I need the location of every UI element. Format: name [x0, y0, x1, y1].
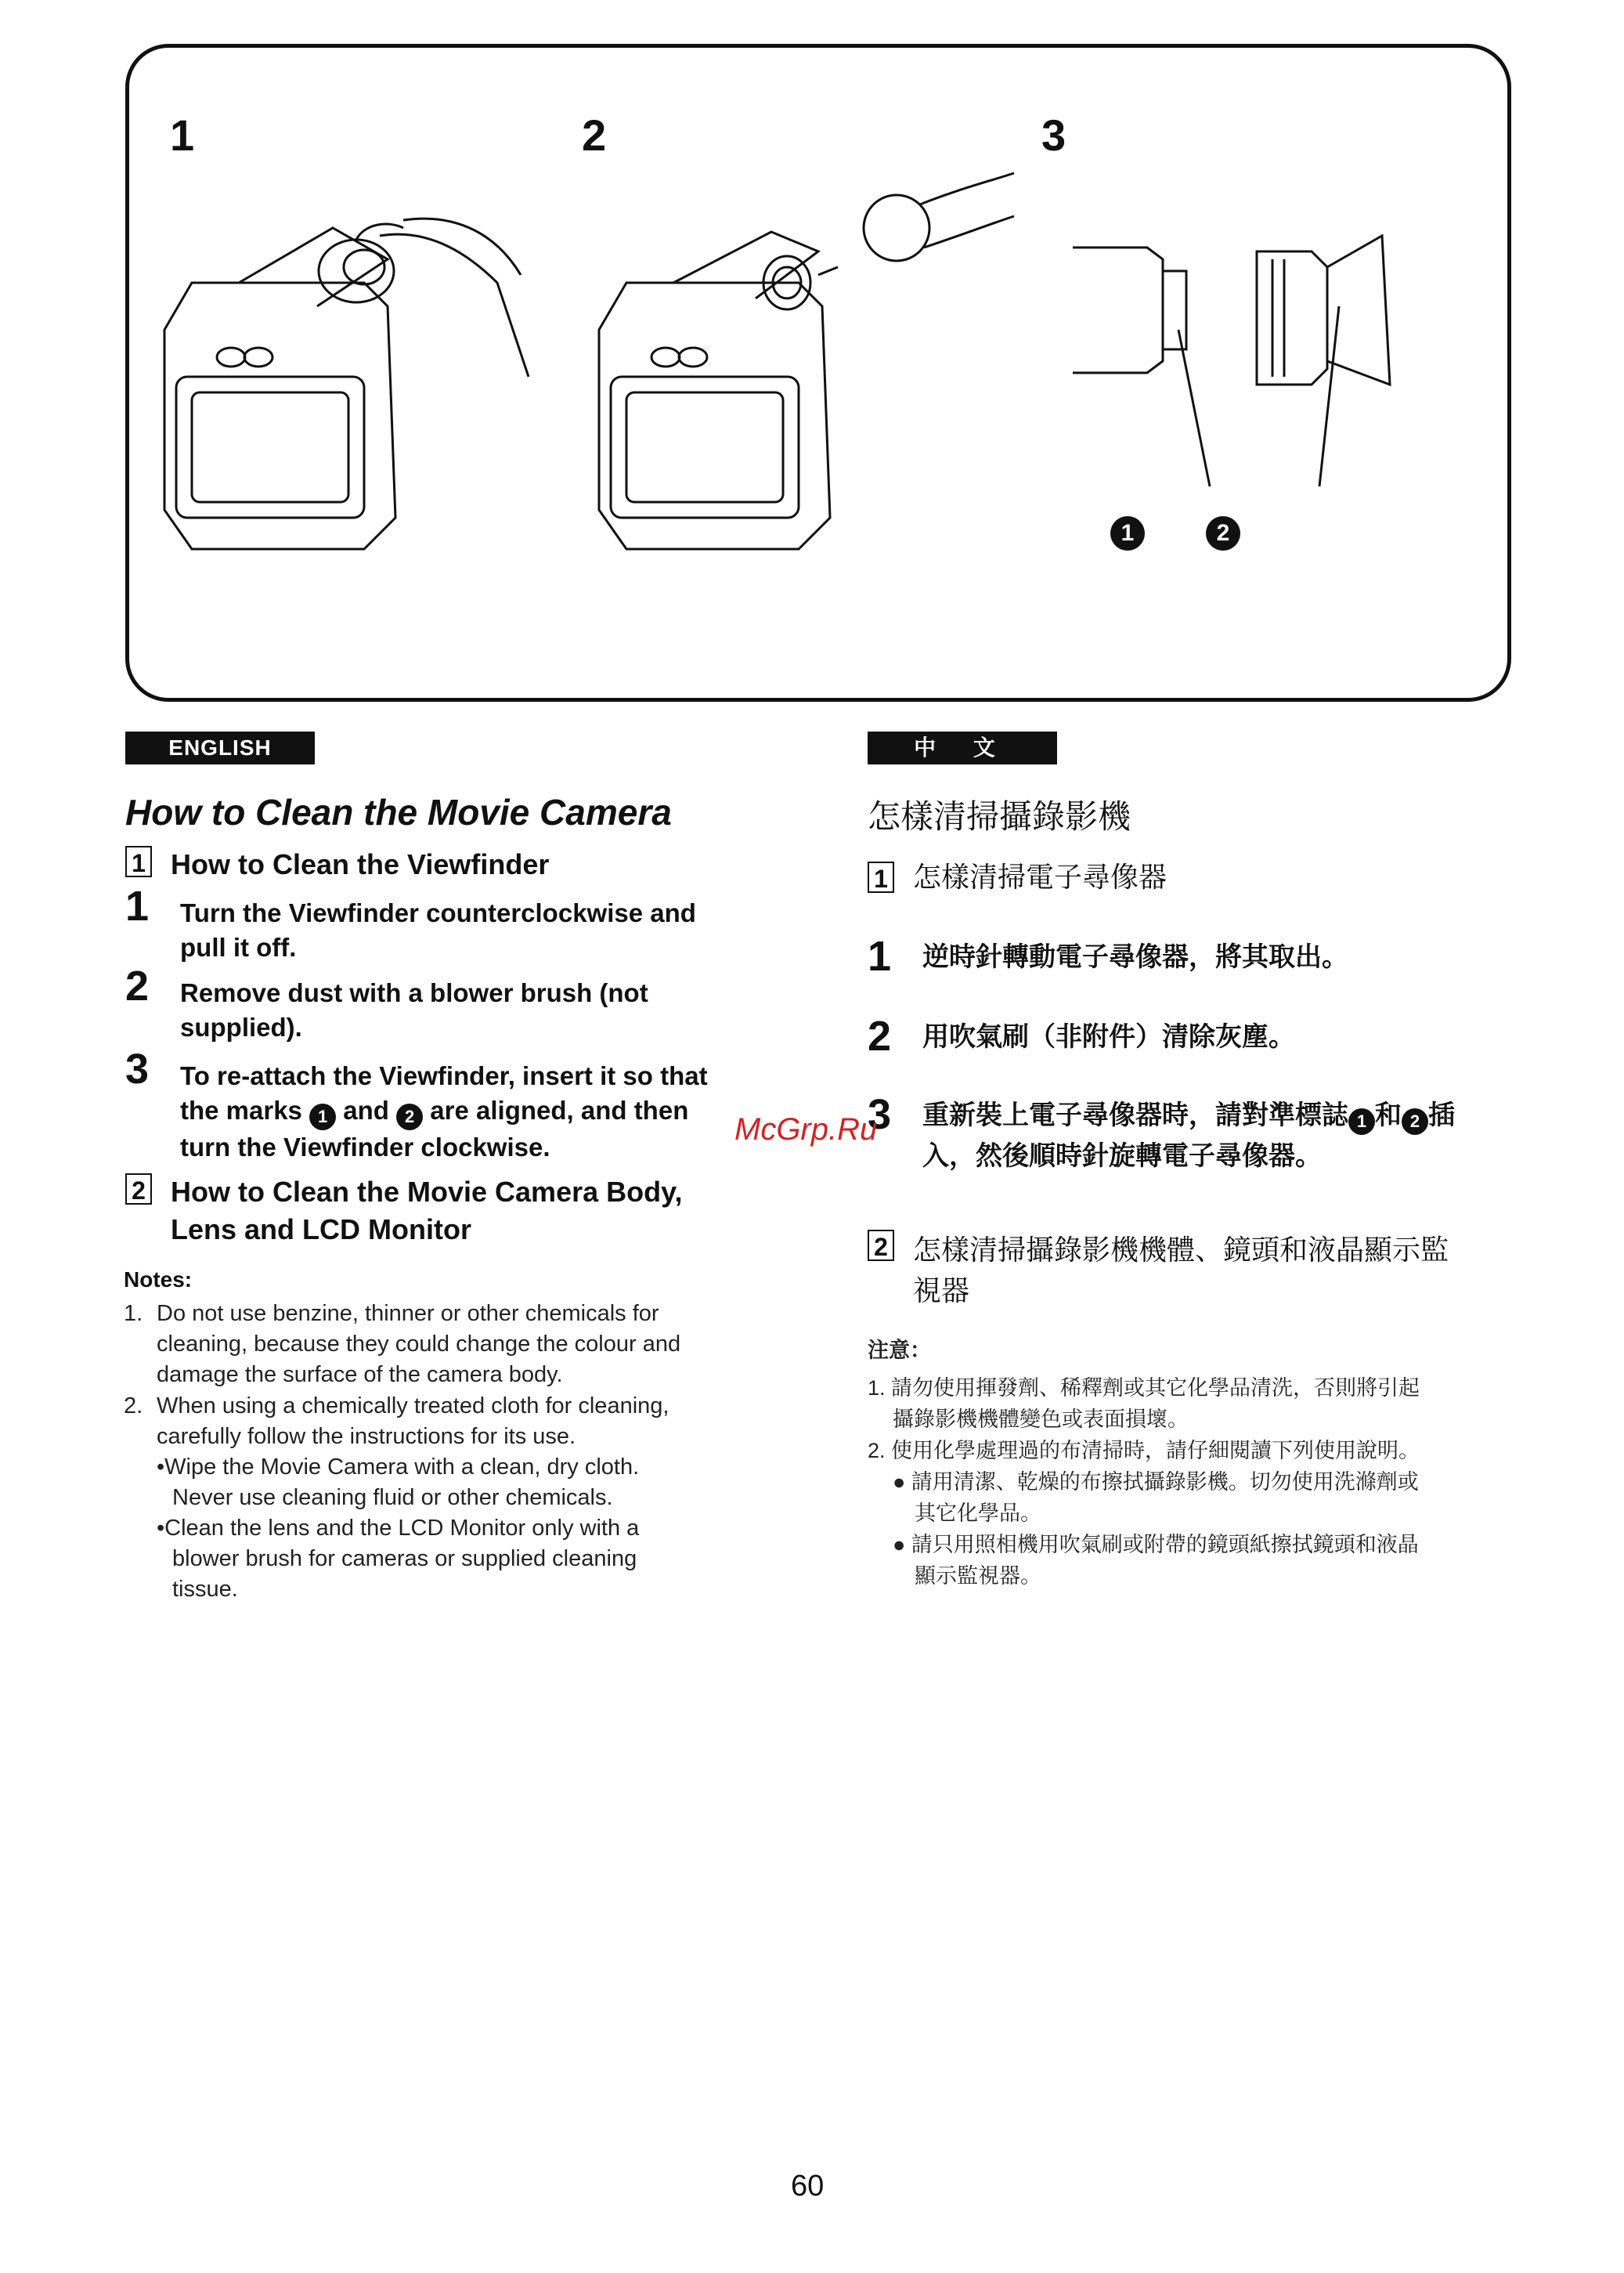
step-text-line: To re-attach the Viewfinder, insert it so that — [180, 1061, 708, 1090]
callout-mark-1: 1 — [1110, 516, 1145, 551]
chinese-language-bar: 中 文 — [868, 732, 1057, 764]
note-bullet-1: •Wipe the Movie Camera with a clean, dry cloth. Never use cleaning fluid or other chemicals. — [157, 1455, 640, 1510]
section-number-box: 1 — [125, 846, 152, 877]
step-text-line: Turn the Viewfinder counterclockwise and — [180, 898, 696, 927]
page-number: 60 — [791, 2170, 825, 2203]
english-section-2-heading — [125, 1173, 682, 1249]
camera-cleaning-illustration — [129, 48, 1515, 706]
english-step-3 — [125, 1046, 708, 1165]
step-number: 2 — [125, 963, 150, 1010]
figure-step-2-label: 2 — [582, 110, 607, 160]
mark-1-icon: 1 — [309, 1104, 336, 1130]
chinese-note-line: 攝錄影機機體變色或表面損壞。 — [893, 1408, 1189, 1431]
chinese-note-line: 其它化學品。 — [915, 1501, 1041, 1525]
chinese-section-1-heading — [868, 862, 1167, 893]
note-2: 2. When using a chemically treated cloth for cleaning, carefully follow the instructions for its use. — [157, 1391, 669, 1452]
illustration-panel — [125, 44, 1511, 702]
notes-heading: Notes: — [124, 1267, 193, 1292]
chinese-section-2-heading: 2 怎樣清掃攝錄影機機體、鏡頭和液晶顯示監 視器 — [868, 1230, 1449, 1311]
section-number-box: 1 — [868, 862, 894, 893]
english-step-2 — [125, 963, 648, 1045]
mark-1-icon: 1 — [1348, 1108, 1375, 1135]
english-page-title: How to Clean the Movie Camera — [125, 792, 672, 833]
step-text-line: pull it off. — [180, 933, 297, 962]
section-number-box: 2 — [125, 1173, 152, 1205]
chinese-note-line: ● 請用清潔、乾燥的布擦拭攝錄影機。切勿使用洗滌劑或 — [893, 1470, 1419, 1494]
chinese-step-1: 1 逆時針轉動電子尋像器，將其取出。 — [868, 933, 1348, 980]
callout-mark-2: 2 — [1206, 516, 1240, 551]
mark-2-icon: 2 — [1402, 1108, 1428, 1135]
note-number: 2. — [124, 1393, 143, 1418]
step-number: 3 — [125, 1046, 150, 1093]
chinese-step-2: 2 用吹氣刷（非附件）清除灰塵。 — [868, 1013, 1295, 1060]
section-title: How to Clean the Viewfinder — [171, 848, 550, 880]
step-number: 3 — [868, 1091, 892, 1138]
step-text-line: the marks 1 and 2 are aligned, and then — [180, 1093, 708, 1130]
chinese-note-line: 1. 請勿使用揮發劑、稀釋劑或其它化學品清洗，否則將引起 — [868, 1376, 1420, 1400]
note-1: 1. Do not use benzine, thinner or other chemicals for cleaning, because they could change the colour and damage the surface of the camera body. — [157, 1299, 680, 1390]
english-step-1 — [125, 883, 696, 965]
chinese-page-title: 怎樣清掃攝錄影機 — [868, 798, 1131, 835]
chinese-step-3: 3 重新裝上電子尋像器時，請對準標誌 1 和 2 插 入，然後順時針旋轉電子尋像器。 — [868, 1091, 1455, 1171]
section-number-box: 2 — [868, 1230, 894, 1261]
step-text-line: turn the Viewfinder clockwise. — [180, 1133, 550, 1162]
english-section-1-heading — [125, 846, 549, 884]
note-number: 1. — [124, 1301, 143, 1326]
chinese-note-line: 2. 使用化學處理過的布清掃時，請仔細閱讀下列使用說明。 — [868, 1439, 1420, 1462]
mark-2-icon: 2 — [396, 1104, 423, 1130]
step-number: 1 — [868, 933, 892, 980]
chinese-notes-heading: 注意： — [868, 1339, 931, 1362]
step-number: 2 — [868, 1013, 892, 1060]
watermark: McGrp.Ru — [734, 1112, 878, 1147]
step-text-line: Remove dust with a blower brush (not — [180, 978, 648, 1007]
figure-step-3-label: 3 — [1041, 110, 1066, 160]
english-language-bar: ENGLISH — [125, 732, 315, 764]
section-title: 怎樣清掃電子尋像器 — [913, 861, 1167, 893]
step-text-line: supplied). — [180, 1013, 302, 1042]
chinese-note-line: ● 請只用照相機用吹氣刷或附帶的鏡頭紙擦拭鏡頭和液晶 — [893, 1533, 1419, 1556]
step-number: 1 — [125, 883, 150, 930]
section-title-line: Lens and LCD Monitor — [171, 1213, 471, 1245]
chinese-note-line: 顯示監視器。 — [915, 1564, 1041, 1588]
figure-step-1-label: 1 — [170, 110, 195, 160]
note-bullet-2: •Clean the lens and the LCD Monitor only with a blower brush for cameras or supplied cleaning tissue. — [157, 1516, 640, 1602]
section-title-line: How to Clean the Movie Camera Body, — [171, 1176, 683, 1208]
